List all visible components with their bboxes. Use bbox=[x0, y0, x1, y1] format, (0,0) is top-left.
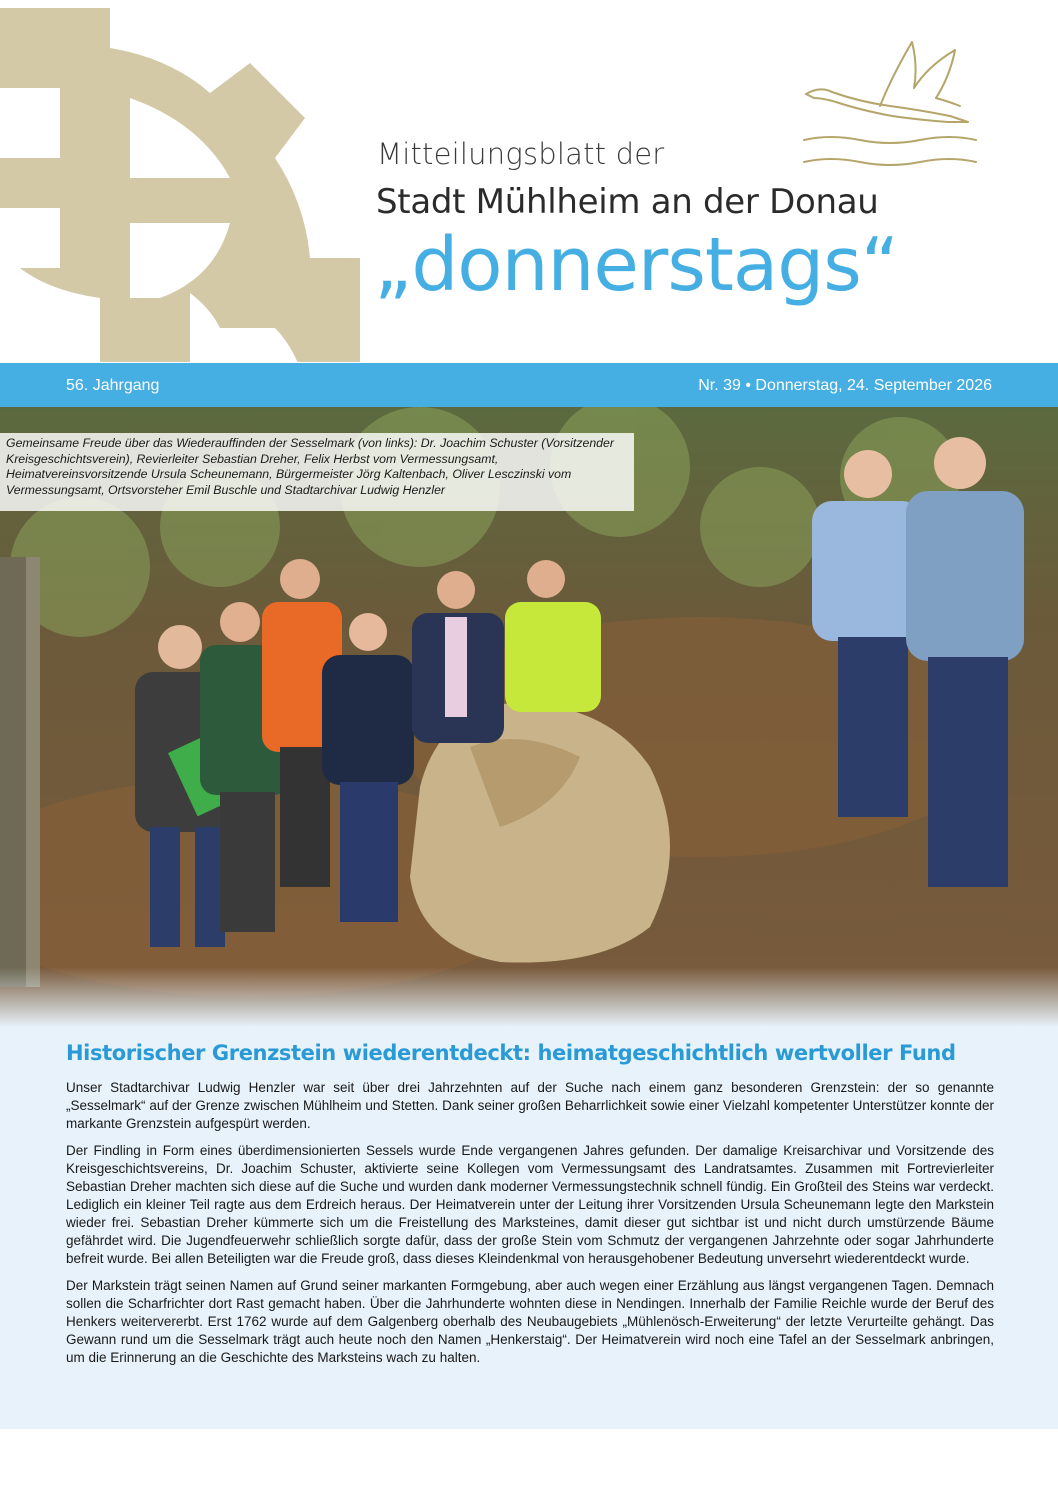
cover-photo bbox=[0, 407, 1058, 1027]
goose-over-waves-icon bbox=[800, 36, 980, 176]
masthead-subtitle: Mitteilungsblatt der bbox=[377, 137, 665, 171]
photo-caption: Gemeinsame Freude über das Wiederauffinden der Sesselmark (von links): Dr. Joachim Schuster (Vorsitzender Kreisgeschichtsverein), Revierleiter Sebastian Dreher, Felix Herbst vom Vermessungsamt, Heimatvereinsvorsitzende Ursula Scheunemann, Bürgermeister Jörg Kaltenbach, Oliver Lesczinski vom Vermessungsamt, Ortsvorsteher Emil Buschle und Stadtarchivar Ludwig Henzler bbox=[0, 433, 634, 511]
issue-label: Nr. 39 • Donnerstag, 24. September 2026 bbox=[698, 377, 992, 394]
volume-label: 56. Jahrgang bbox=[66, 377, 160, 394]
article-paragraph: Der Markstein trägt seinen Namen auf Grund seiner markanten Formgebung, aber auch wegen einer Erzählung aus längst vergangenen Tagen. Demnach sollen die Scharfrichter dort Rast gemacht haben. Über die Jahrhunderte wohnten diese in Nendingen. Innerhalb der Familie Reichle wurde der Beruf des Henkers weitervererbt. Erst 1762 wurde auf dem Galgenberg oberhalb des Neubaugebiets „Mühlenösch-Erweiterung“ der letzte Verurteilte gehängt. Das Gewann rund um die Sesselmark trägt auch heute noch den Namen „Henkerstaig“. Der Heimatverein wird noch eine Tafel an der Sesselmark anbringen, um die Erinnerung an die Geschichte des Marksteins wach zu halten. bbox=[66, 1278, 994, 1365]
article bbox=[0, 1027, 1058, 1429]
masthead-city: Stadt Mühlheim an der Donau bbox=[376, 182, 879, 222]
article-paragraph: Der Findling in Form eines überdimensionierten Sessels wurde Ende vergangenen Jahres gefunden. Der damalige Kreisarchivar und Vorsitzende des Kreisgeschichtsvereins, Dr. Joachim Schuster, aktivierte seine Kollegen vom Vermessungsamt des Landratsamtes. Zusammen mit Fortrevierleiter Sebastian Dreher machten sich diese auf die Suche und wurden dank moderner Vermessungstechnik schnell fündig. Ein Großteil des Steins war verdeckt. Lediglich ein kleiner Teil ragte aus dem Erdreich heraus. Der Heimatverein unter der Leitung ihrer Vorsitzenden Ursula Scheunemann legte den Markstein wieder frei. Sebastian Dreher kümmerte sich um die Freistellung des Marksteines, damit dieser gut sichtbar ist und nicht durch umstürzende Bäume gefährdet wird. Die Jugendfeuerwehr schließlich sorgte dafür, dass der große Stein vom Schmutz der vergangenen Jahrzehnte oder sogar Jahrhunderte befreit wurde. Bei allen Beteiligten war die Freude groß, dass dieses Kleindenkmal von herausgehobener Bedeutung unversehrt wiederentdeckt wurde. bbox=[66, 1143, 994, 1266]
masthead-brand: „donnerstags“ bbox=[374, 222, 899, 308]
article-headline: Historischer Grenzstein wiederentdeckt: heimatgeschichtlich wertvoller Fund bbox=[66, 1041, 956, 1065]
article-body bbox=[66, 1079, 994, 1376]
masthead bbox=[0, 0, 1058, 362]
gear-wheel-icon bbox=[0, 8, 360, 362]
article-paragraph: Unser Stadtarchivar Ludwig Henzler war seit über drei Jahrzehnten auf der Suche nach einem ganz besonderen Grenzstein: der so genannte „Sesselmark“ auf der Grenze zwischen Mühlheim und Stetten. Dank seiner großen Beharrlichkeit sowie einer Vielzahl kompetenter Unterstützer konnte der markante Grenzstein aufgespürt werden. bbox=[66, 1080, 994, 1131]
issue-bar bbox=[0, 363, 1058, 407]
